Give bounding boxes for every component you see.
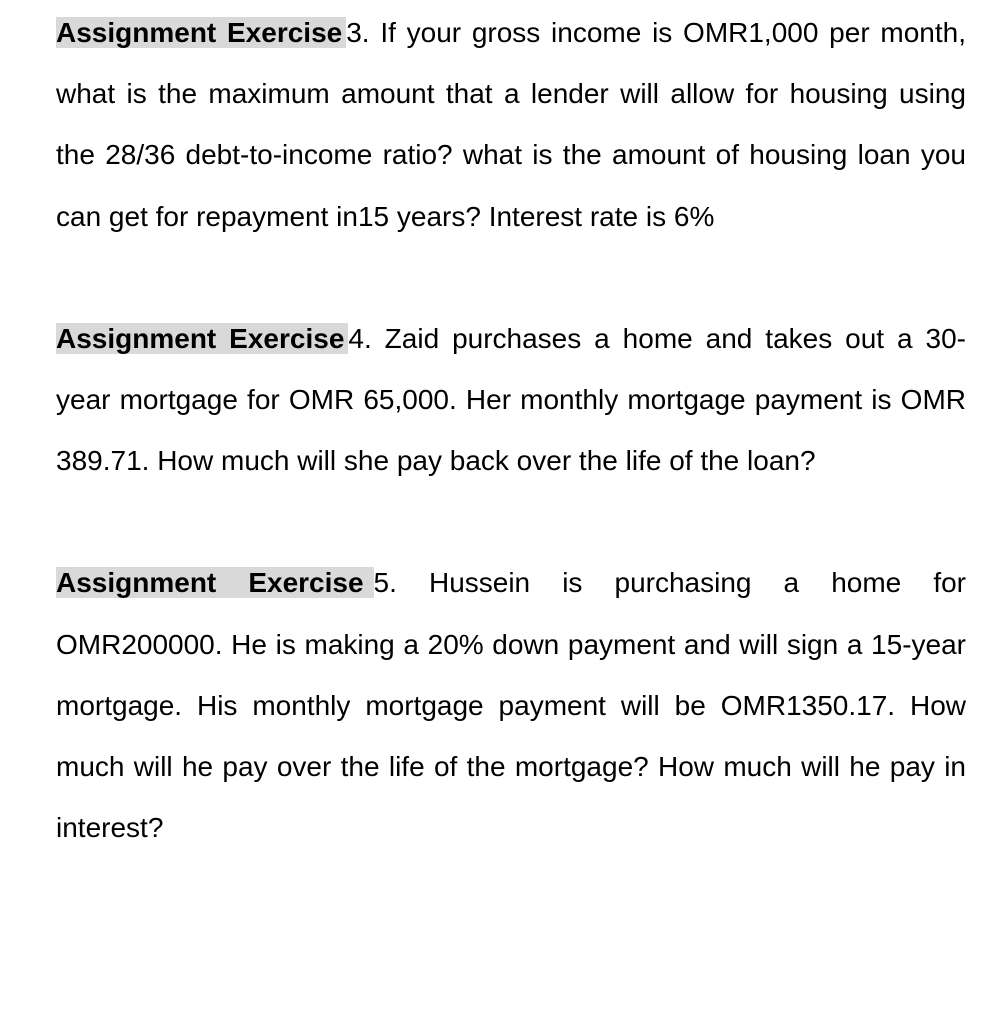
exercise-5-text: 5. Hussein is purchasing a home for OMR200000. He is making a 20% down payment and will sign a 15-year mortgage. His monthly mortgage payment will be OMR1350.17. How much will he pay over the life of the mortgage? How much will he pay in interest?	[56, 567, 966, 844]
exercise-3-label: Assignment Exercise	[56, 17, 346, 48]
exercise-4-paragraph	[56, 308, 966, 492]
exercise-5-paragraph	[56, 552, 966, 858]
exercise-3-paragraph	[56, 2, 966, 247]
exercise-4-label: Assignment Exercise	[56, 323, 348, 354]
exercise-4-text: 4. Zaid purchases a home and takes out a 30-year mortgage for OMR 65,000. Her monthly mortgage payment is OMR 389.71. How much will she pay back over the life of the loan?	[56, 322, 966, 477]
exercise-5-label: Assignment Exercise	[56, 567, 374, 598]
exercise-3-text: 3. If your gross income is OMR1,000 per month, what is the maximum amount that a lender will allow for housing using the 28/36 debt-to-income ratio? what is the amount of housing loan you can get for repayment in15 years? Interest rate is 6%	[56, 17, 966, 232]
document-page	[56, 2, 966, 858]
